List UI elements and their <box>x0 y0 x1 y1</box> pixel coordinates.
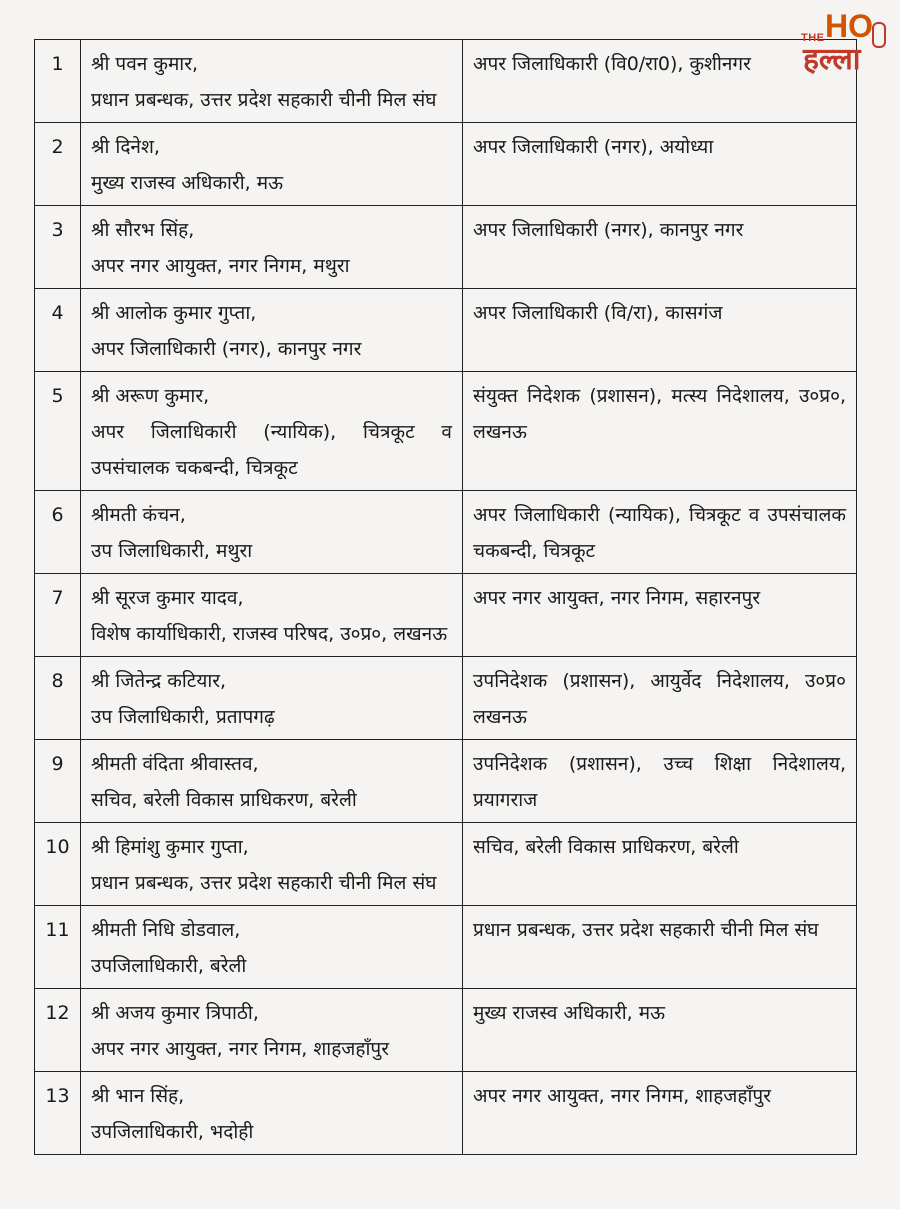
current-post: मुख्य राजस्व अधिकारी, मऊ <box>91 172 284 194</box>
serial-number: 8 <box>35 657 81 740</box>
new-posting: अपर जिलाधिकारी (नगर), कानपुर नगर <box>463 206 857 289</box>
table-row <box>35 289 857 372</box>
officer-name: श्री सौरभ सिंह, <box>91 219 195 241</box>
table-row <box>35 989 857 1072</box>
officer-name: श्री अजय कुमार त्रिपाठी, <box>91 1002 259 1024</box>
current-post: उप जिलाधिकारी, प्रतापगढ़ <box>91 706 275 728</box>
officer-current-posting <box>81 123 463 206</box>
officer-name: श्री जितेन्द्र कटियार, <box>91 670 227 692</box>
officer-current-posting <box>81 906 463 989</box>
table-row <box>35 123 857 206</box>
officer-name: श्री आलोक कुमार गुप्ता, <box>91 302 257 324</box>
serial-number: 12 <box>35 989 81 1072</box>
officer-current-posting <box>81 823 463 906</box>
officer-name: श्री अरूण कुमार, <box>91 385 210 407</box>
current-post: सचिव, बरेली विकास प्राधिकरण, बरेली <box>91 789 357 811</box>
current-post: विशेष कार्याधिकारी, राजस्व परिषद, उ०प्र०, लखनऊ <box>91 623 448 645</box>
table-row <box>35 372 857 491</box>
serial-number: 6 <box>35 491 81 574</box>
new-posting: अपर जिलाधिकारी (नगर), अयोध्या <box>463 123 857 206</box>
current-post: अपर जिलाधिकारी (न्यायिक), चित्रकूट व उपसंचालक चकबन्दी, चित्रकूट <box>91 421 452 479</box>
officer-current-posting <box>81 40 463 123</box>
logo-the-text: THE <box>801 32 825 44</box>
new-posting: अपर जिलाधिकारी (न्यायिक), चित्रकूट व उपसंचालक चकबन्दी, चित्रकूट <box>463 491 857 574</box>
table-body <box>35 40 857 1155</box>
serial-number: 9 <box>35 740 81 823</box>
logo-halla-text: हल्ला <box>803 42 861 77</box>
table-row <box>35 657 857 740</box>
officer-name: श्री भान सिंह, <box>91 1085 185 1107</box>
new-posting: अपर जिलाधिकारी (वि0/रा0), कुशीनगर <box>463 40 857 123</box>
serial-number: 5 <box>35 372 81 491</box>
new-posting: सचिव, बरेली विकास प्राधिकरण, बरेली <box>463 823 857 906</box>
serial-number: 7 <box>35 574 81 657</box>
serial-number: 10 <box>35 823 81 906</box>
table-row <box>35 823 857 906</box>
the-hohalla-logo <box>793 8 888 86</box>
officer-name: श्रीमती कंचन, <box>91 504 186 526</box>
new-posting: उपनिदेशक (प्रशासन), उच्च शिक्षा निदेशालय, प्रयागराज <box>463 740 857 823</box>
table-row <box>35 40 857 123</box>
new-posting: संयुक्त निदेशक (प्रशासन), मत्स्य निदेशालय, उ०प्र०, लखनऊ <box>463 372 857 491</box>
officer-current-posting <box>81 289 463 372</box>
logo-ho-text: HO <box>825 8 873 44</box>
officer-current-posting <box>81 372 463 491</box>
table-row <box>35 491 857 574</box>
serial-number: 3 <box>35 206 81 289</box>
officer-current-posting <box>81 989 463 1072</box>
current-post: उपजिलाधिकारी, भदोही <box>91 1121 254 1143</box>
officer-current-posting <box>81 574 463 657</box>
new-posting: प्रधान प्रबन्धक, उत्तर प्रदेश सहकारी चीनी मिल संघ <box>463 906 857 989</box>
microphone-icon <box>872 22 886 48</box>
table-row <box>35 1072 857 1155</box>
new-posting: अपर नगर आयुक्त, नगर निगम, शाहजहाँपुर <box>463 1072 857 1155</box>
officer-current-posting <box>81 740 463 823</box>
table-row <box>35 206 857 289</box>
current-post: अपर जिलाधिकारी (नगर), कानपुर नगर <box>91 338 362 360</box>
current-post: अपर नगर आयुक्त, नगर निगम, मथुरा <box>91 255 350 277</box>
officer-current-posting <box>81 491 463 574</box>
current-post: प्रधान प्रबन्धक, उत्तर प्रदेश सहकारी चीनी मिल संघ <box>91 872 437 894</box>
table-row <box>35 740 857 823</box>
officer-name: श्री सूरज कुमार यादव, <box>91 587 244 609</box>
officer-current-posting <box>81 657 463 740</box>
serial-number: 4 <box>35 289 81 372</box>
serial-number: 11 <box>35 906 81 989</box>
officer-current-posting <box>81 1072 463 1155</box>
current-post: उप जिलाधिकारी, मथुरा <box>91 540 253 562</box>
serial-number: 2 <box>35 123 81 206</box>
officer-name: श्री पवन कुमार, <box>91 53 199 75</box>
new-posting: मुख्य राजस्व अधिकारी, मऊ <box>463 989 857 1072</box>
new-posting: अपर नगर आयुक्त, नगर निगम, सहारनपुर <box>463 574 857 657</box>
officer-name: श्रीमती निधि डोडवाल, <box>91 919 241 941</box>
table-row <box>35 574 857 657</box>
new-posting: उपनिदेशक (प्रशासन), आयुर्वेद निदेशालय, उ०प्र० लखनऊ <box>463 657 857 740</box>
current-post: उपजिलाधिकारी, बरेली <box>91 955 247 977</box>
current-post: प्रधान प्रबन्धक, उत्तर प्रदेश सहकारी चीनी मिल संघ <box>91 89 437 111</box>
table-row <box>35 906 857 989</box>
officer-current-posting <box>81 206 463 289</box>
serial-number: 1 <box>35 40 81 123</box>
new-posting: अपर जिलाधिकारी (वि/रा), कासगंज <box>463 289 857 372</box>
serial-number: 13 <box>35 1072 81 1155</box>
current-post: अपर नगर आयुक्त, नगर निगम, शाहजहाँपुर <box>91 1038 389 1060</box>
transfer-table <box>34 39 857 1155</box>
officer-name: श्री दिनेश, <box>91 136 160 158</box>
officer-name: श्रीमती वंदिता श्रीवास्तव, <box>91 753 259 775</box>
officer-name: श्री हिमांशु कुमार गुप्ता, <box>91 836 249 858</box>
